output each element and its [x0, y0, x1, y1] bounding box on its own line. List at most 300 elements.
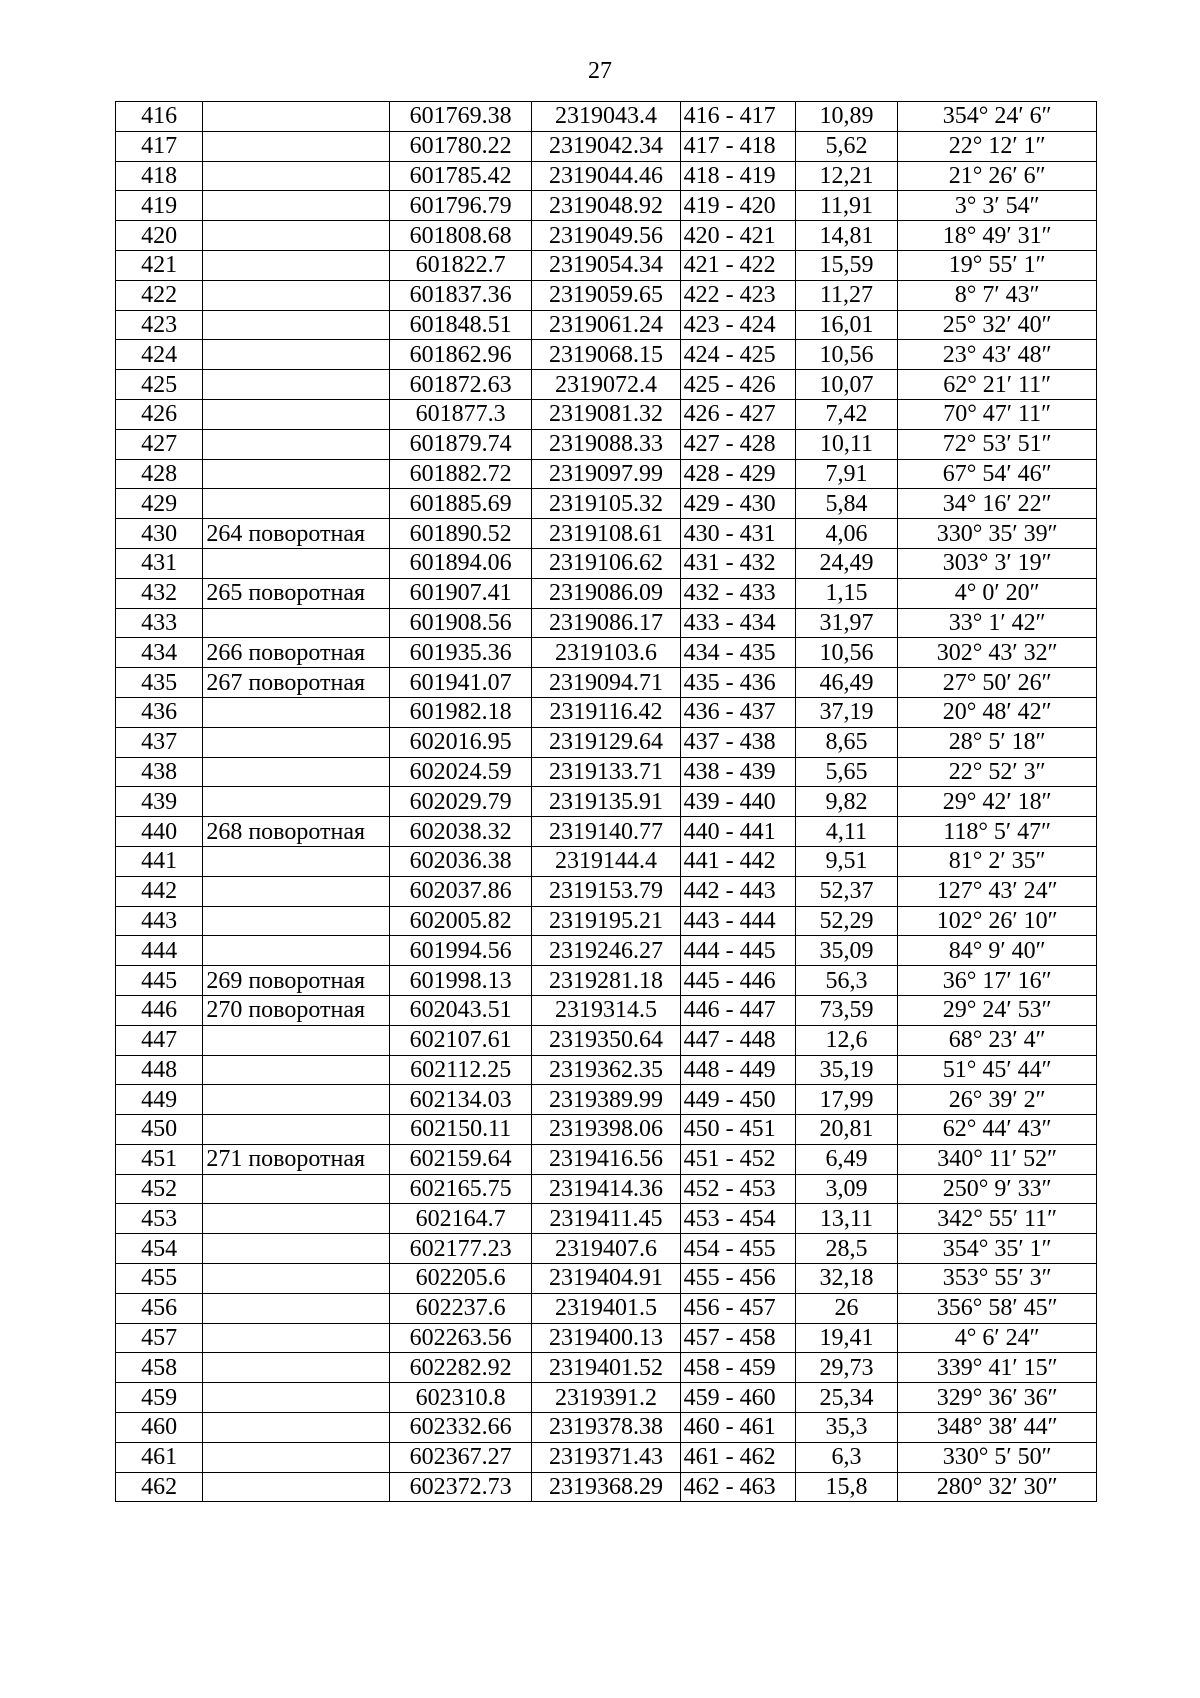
point-number-cell: 449: [116, 1085, 203, 1115]
table-row: [116, 578, 1097, 608]
x-coordinate-cell: 602036.38: [389, 846, 531, 876]
bearing-cell: 340° 11′ 52″: [898, 1144, 1097, 1174]
page-number: 27: [588, 58, 612, 84]
point-number-cell: 440: [116, 817, 203, 847]
point-number-cell: 439: [116, 787, 203, 817]
point-description-cell: [203, 1353, 390, 1383]
y-coordinate-cell: 2319153.79: [532, 876, 680, 906]
x-coordinate-cell: 602029.79: [389, 787, 531, 817]
segment-cell: 450 - 451: [680, 1115, 795, 1145]
y-coordinate-cell: 2319044.46: [532, 161, 680, 191]
length-cell: 3,09: [795, 1174, 898, 1204]
bearing-cell: 28° 5′ 18″: [898, 727, 1097, 757]
length-cell: 10,89: [795, 102, 898, 132]
point-number-cell: 461: [116, 1442, 203, 1472]
point-number-cell: 462: [116, 1472, 203, 1502]
point-description-cell: [203, 1204, 390, 1234]
length-cell: 35,09: [795, 936, 898, 966]
segment-cell: 446 - 447: [680, 995, 795, 1025]
table-row: [116, 1085, 1097, 1115]
y-coordinate-cell: 2319144.4: [532, 846, 680, 876]
table-row: [116, 608, 1097, 638]
y-coordinate-cell: 2319314.5: [532, 995, 680, 1025]
segment-cell: 447 - 448: [680, 1025, 795, 1055]
x-coordinate-cell: 601862.96: [389, 340, 531, 370]
table-row: [116, 966, 1097, 996]
point-description-cell: [203, 1085, 390, 1115]
bearing-cell: 22° 52′ 3″: [898, 757, 1097, 787]
table-row: [116, 1323, 1097, 1353]
bearing-cell: 356° 58′ 45″: [898, 1293, 1097, 1323]
bearing-cell: 67° 54′ 46″: [898, 459, 1097, 489]
point-number-cell: 438: [116, 757, 203, 787]
length-cell: 52,37: [795, 876, 898, 906]
x-coordinate-cell: 602016.95: [389, 727, 531, 757]
segment-cell: 424 - 425: [680, 340, 795, 370]
bearing-cell: 118° 5′ 47″: [898, 817, 1097, 847]
x-coordinate-cell: 602112.25: [389, 1055, 531, 1085]
point-number-cell: 417: [116, 131, 203, 161]
length-cell: 20,81: [795, 1115, 898, 1145]
point-description-cell: [203, 787, 390, 817]
x-coordinate-cell: 602150.11: [389, 1115, 531, 1145]
point-description-cell: [203, 757, 390, 787]
segment-cell: 462 - 463: [680, 1472, 795, 1502]
bearing-cell: 34° 16′ 22″: [898, 489, 1097, 519]
x-coordinate-cell: 601998.13: [389, 966, 531, 996]
y-coordinate-cell: 2319108.61: [532, 519, 680, 549]
bearing-cell: 84° 9′ 40″: [898, 936, 1097, 966]
segment-cell: 451 - 452: [680, 1144, 795, 1174]
point-description-cell: [203, 1472, 390, 1502]
bearing-cell: 342° 55′ 11″: [898, 1204, 1097, 1234]
x-coordinate-cell: 601796.79: [389, 191, 531, 221]
point-description-cell: [203, 310, 390, 340]
point-description-cell: [203, 429, 390, 459]
point-number-cell: 448: [116, 1055, 203, 1085]
point-description-cell: [203, 161, 390, 191]
x-coordinate-cell: 601808.68: [389, 221, 531, 251]
y-coordinate-cell: 2319404.91: [532, 1264, 680, 1294]
y-coordinate-cell: 2319129.64: [532, 727, 680, 757]
length-cell: 56,3: [795, 966, 898, 996]
point-number-cell: 427: [116, 429, 203, 459]
length-cell: 8,65: [795, 727, 898, 757]
segment-cell: 422 - 423: [680, 280, 795, 310]
bearing-cell: 102° 26′ 10″: [898, 906, 1097, 936]
point-description-cell: [203, 280, 390, 310]
x-coordinate-cell: 602159.64: [389, 1144, 531, 1174]
point-description-cell: [203, 1383, 390, 1413]
bearing-cell: 62° 21′ 11″: [898, 370, 1097, 400]
segment-cell: 425 - 426: [680, 370, 795, 400]
point-number-cell: 456: [116, 1293, 203, 1323]
bearing-cell: 330° 35′ 39″: [898, 519, 1097, 549]
bearing-cell: 29° 24′ 53″: [898, 995, 1097, 1025]
x-coordinate-cell: 601837.36: [389, 280, 531, 310]
length-cell: 10,07: [795, 370, 898, 400]
table-row: [116, 727, 1097, 757]
y-coordinate-cell: 2319281.18: [532, 966, 680, 996]
point-number-cell: 419: [116, 191, 203, 221]
length-cell: 31,97: [795, 608, 898, 638]
point-number-cell: 447: [116, 1025, 203, 1055]
point-description-cell: [203, 846, 390, 876]
point-number-cell: 422: [116, 280, 203, 310]
bearing-cell: 36° 17′ 16″: [898, 966, 1097, 996]
x-coordinate-cell: 601885.69: [389, 489, 531, 519]
point-number-cell: 433: [116, 608, 203, 638]
point-description-cell: [203, 1323, 390, 1353]
y-coordinate-cell: 2319088.33: [532, 429, 680, 459]
point-number-cell: 430: [116, 519, 203, 549]
y-coordinate-cell: 2319140.77: [532, 817, 680, 847]
table-row: [116, 310, 1097, 340]
bearing-cell: 4° 6′ 24″: [898, 1323, 1097, 1353]
segment-cell: 419 - 420: [680, 191, 795, 221]
table-row: [116, 787, 1097, 817]
y-coordinate-cell: 2319086.17: [532, 608, 680, 638]
bearing-cell: 19° 55′ 1″: [898, 250, 1097, 280]
segment-cell: 426 - 427: [680, 399, 795, 429]
x-coordinate-cell: 602282.92: [389, 1353, 531, 1383]
point-number-cell: 454: [116, 1234, 203, 1264]
x-coordinate-cell: 601890.52: [389, 519, 531, 549]
segment-cell: 431 - 432: [680, 548, 795, 578]
bearing-cell: 329° 36′ 36″: [898, 1383, 1097, 1413]
point-number-cell: 431: [116, 548, 203, 578]
point-description-cell: 270 поворотная: [203, 995, 390, 1025]
length-cell: 29,73: [795, 1353, 898, 1383]
segment-cell: 445 - 446: [680, 966, 795, 996]
bearing-cell: 354° 24′ 6″: [898, 102, 1097, 132]
y-coordinate-cell: 2319094.71: [532, 668, 680, 698]
table-row: [116, 548, 1097, 578]
point-number-cell: 425: [116, 370, 203, 400]
x-coordinate-cell: 602107.61: [389, 1025, 531, 1055]
point-description-cell: 268 поворотная: [203, 817, 390, 847]
segment-cell: 421 - 422: [680, 250, 795, 280]
point-number-cell: 442: [116, 876, 203, 906]
length-cell: 4,11: [795, 817, 898, 847]
table-row: [116, 1055, 1097, 1085]
point-number-cell: 457: [116, 1323, 203, 1353]
segment-cell: 440 - 441: [680, 817, 795, 847]
table-row: [116, 668, 1097, 698]
x-coordinate-cell: 602372.73: [389, 1472, 531, 1502]
x-coordinate-cell: 601785.42: [389, 161, 531, 191]
length-cell: 10,56: [795, 340, 898, 370]
point-number-cell: 423: [116, 310, 203, 340]
length-cell: 25,34: [795, 1383, 898, 1413]
length-cell: 15,59: [795, 250, 898, 280]
table-row: [116, 250, 1097, 280]
segment-cell: 420 - 421: [680, 221, 795, 251]
y-coordinate-cell: 2319072.4: [532, 370, 680, 400]
length-cell: 9,82: [795, 787, 898, 817]
x-coordinate-cell: 601769.38: [389, 102, 531, 132]
x-coordinate-cell: 602263.56: [389, 1323, 531, 1353]
point-number-cell: 428: [116, 459, 203, 489]
bearing-cell: 29° 42′ 18″: [898, 787, 1097, 817]
length-cell: 5,84: [795, 489, 898, 519]
point-number-cell: 418: [116, 161, 203, 191]
segment-cell: 441 - 442: [680, 846, 795, 876]
bearing-cell: 250° 9′ 33″: [898, 1174, 1097, 1204]
point-description-cell: [203, 459, 390, 489]
table-row: [116, 1383, 1097, 1413]
y-coordinate-cell: 2319116.42: [532, 697, 680, 727]
bearing-cell: 21° 26′ 6″: [898, 161, 1097, 191]
x-coordinate-cell: 602024.59: [389, 757, 531, 787]
point-description-cell: [203, 221, 390, 251]
x-coordinate-cell: 602205.6: [389, 1264, 531, 1294]
x-coordinate-cell: 601982.18: [389, 697, 531, 727]
point-description-cell: 264 поворотная: [203, 519, 390, 549]
point-description-cell: [203, 370, 390, 400]
length-cell: 19,41: [795, 1323, 898, 1353]
table-row: [116, 906, 1097, 936]
bearing-cell: 8° 7′ 43″: [898, 280, 1097, 310]
x-coordinate-cell: 602237.6: [389, 1293, 531, 1323]
table-row: [116, 846, 1097, 876]
y-coordinate-cell: 2319407.6: [532, 1234, 680, 1264]
table-row: [116, 370, 1097, 400]
x-coordinate-cell: 602134.03: [389, 1085, 531, 1115]
y-coordinate-cell: 2319195.21: [532, 906, 680, 936]
y-coordinate-cell: 2319059.65: [532, 280, 680, 310]
y-coordinate-cell: 2319391.2: [532, 1383, 680, 1413]
x-coordinate-cell: 601941.07: [389, 668, 531, 698]
point-description-cell: [203, 250, 390, 280]
bearing-cell: 51° 45′ 44″: [898, 1055, 1097, 1085]
x-coordinate-cell: 602165.75: [389, 1174, 531, 1204]
y-coordinate-cell: 2319061.24: [532, 310, 680, 340]
segment-cell: 429 - 430: [680, 489, 795, 519]
x-coordinate-cell: 601877.3: [389, 399, 531, 429]
point-description-cell: [203, 876, 390, 906]
point-description-cell: [203, 1293, 390, 1323]
y-coordinate-cell: 2319246.27: [532, 936, 680, 966]
x-coordinate-cell: 601879.74: [389, 429, 531, 459]
x-coordinate-cell: 602164.7: [389, 1204, 531, 1234]
segment-cell: 453 - 454: [680, 1204, 795, 1234]
bearing-cell: 23° 43′ 48″: [898, 340, 1097, 370]
segment-cell: 427 - 428: [680, 429, 795, 459]
x-coordinate-cell: 602332.66: [389, 1413, 531, 1443]
bearing-cell: 280° 32′ 30″: [898, 1472, 1097, 1502]
table-row: [116, 1025, 1097, 1055]
table-row: [116, 936, 1097, 966]
segment-cell: 437 - 438: [680, 727, 795, 757]
point-number-cell: 445: [116, 966, 203, 996]
point-number-cell: 435: [116, 668, 203, 698]
point-number-cell: 436: [116, 697, 203, 727]
segment-cell: 458 - 459: [680, 1353, 795, 1383]
point-description-cell: 267 поворотная: [203, 668, 390, 698]
point-description-cell: [203, 1174, 390, 1204]
table-row: [116, 1234, 1097, 1264]
table-row: [116, 399, 1097, 429]
length-cell: 5,62: [795, 131, 898, 161]
y-coordinate-cell: 2319068.15: [532, 340, 680, 370]
segment-cell: 443 - 444: [680, 906, 795, 936]
x-coordinate-cell: 601848.51: [389, 310, 531, 340]
coordinates-table: [115, 101, 1097, 1502]
table-row: [116, 131, 1097, 161]
table-row: [116, 489, 1097, 519]
length-cell: 9,51: [795, 846, 898, 876]
segment-cell: 442 - 443: [680, 876, 795, 906]
point-description-cell: [203, 131, 390, 161]
y-coordinate-cell: 2319105.32: [532, 489, 680, 519]
point-description-cell: 265 поворотная: [203, 578, 390, 608]
bearing-cell: 354° 35′ 1″: [898, 1234, 1097, 1264]
bearing-cell: 127° 43′ 24″: [898, 876, 1097, 906]
point-description-cell: [203, 1413, 390, 1443]
point-description-cell: 266 поворотная: [203, 638, 390, 668]
segment-cell: 461 - 462: [680, 1442, 795, 1472]
bearing-cell: 72° 53′ 51″: [898, 429, 1097, 459]
segment-cell: 428 - 429: [680, 459, 795, 489]
point-number-cell: 460: [116, 1413, 203, 1443]
y-coordinate-cell: 2319371.43: [532, 1442, 680, 1472]
point-number-cell: 458: [116, 1353, 203, 1383]
length-cell: 1,15: [795, 578, 898, 608]
y-coordinate-cell: 2319411.45: [532, 1204, 680, 1234]
table-row: [116, 995, 1097, 1025]
y-coordinate-cell: 2319401.5: [532, 1293, 680, 1323]
table-row: [116, 340, 1097, 370]
length-cell: 12,21: [795, 161, 898, 191]
length-cell: 46,49: [795, 668, 898, 698]
point-number-cell: 437: [116, 727, 203, 757]
bearing-cell: 339° 41′ 15″: [898, 1353, 1097, 1383]
bearing-cell: 302° 43′ 32″: [898, 638, 1097, 668]
bearing-cell: 25° 32′ 40″: [898, 310, 1097, 340]
bearing-cell: 33° 1′ 42″: [898, 608, 1097, 638]
segment-cell: 416 - 417: [680, 102, 795, 132]
point-number-cell: 452: [116, 1174, 203, 1204]
y-coordinate-cell: 2319398.06: [532, 1115, 680, 1145]
length-cell: 6,49: [795, 1144, 898, 1174]
point-number-cell: 451: [116, 1144, 203, 1174]
segment-cell: 460 - 461: [680, 1413, 795, 1443]
point-number-cell: 416: [116, 102, 203, 132]
length-cell: 6,3: [795, 1442, 898, 1472]
y-coordinate-cell: 2319378.38: [532, 1413, 680, 1443]
bearing-cell: 353° 55′ 3″: [898, 1264, 1097, 1294]
bearing-cell: 4° 0′ 20″: [898, 578, 1097, 608]
point-number-cell: 455: [116, 1264, 203, 1294]
point-description-cell: [203, 1264, 390, 1294]
point-number-cell: 424: [116, 340, 203, 370]
segment-cell: 417 - 418: [680, 131, 795, 161]
segment-cell: 456 - 457: [680, 1293, 795, 1323]
point-description-cell: [203, 608, 390, 638]
point-description-cell: [203, 1025, 390, 1055]
table-row: [116, 1264, 1097, 1294]
length-cell: 26: [795, 1293, 898, 1323]
table-row: [116, 1413, 1097, 1443]
y-coordinate-cell: 2319048.92: [532, 191, 680, 221]
point-description-cell: 269 поворотная: [203, 966, 390, 996]
x-coordinate-cell: 602038.32: [389, 817, 531, 847]
table-row: [116, 1174, 1097, 1204]
table-body: [116, 102, 1097, 1502]
segment-cell: 438 - 439: [680, 757, 795, 787]
length-cell: 52,29: [795, 906, 898, 936]
point-description-cell: [203, 489, 390, 519]
x-coordinate-cell: 601994.56: [389, 936, 531, 966]
table-row: [116, 1204, 1097, 1234]
table-row: [116, 161, 1097, 191]
bearing-cell: 20° 48′ 42″: [898, 697, 1097, 727]
segment-cell: 454 - 455: [680, 1234, 795, 1264]
table-row: [116, 757, 1097, 787]
bearing-cell: 3° 3′ 54″: [898, 191, 1097, 221]
table-row: [116, 638, 1097, 668]
point-number-cell: 446: [116, 995, 203, 1025]
y-coordinate-cell: 2319097.99: [532, 459, 680, 489]
segment-cell: 423 - 424: [680, 310, 795, 340]
x-coordinate-cell: 601822.7: [389, 250, 531, 280]
length-cell: 5,65: [795, 757, 898, 787]
y-coordinate-cell: 2319103.6: [532, 638, 680, 668]
y-coordinate-cell: 2319042.34: [532, 131, 680, 161]
y-coordinate-cell: 2319362.35: [532, 1055, 680, 1085]
point-number-cell: 444: [116, 936, 203, 966]
x-coordinate-cell: 601882.72: [389, 459, 531, 489]
y-coordinate-cell: 2319350.64: [532, 1025, 680, 1055]
point-description-cell: [203, 1055, 390, 1085]
segment-cell: 439 - 440: [680, 787, 795, 817]
length-cell: 32,18: [795, 1264, 898, 1294]
point-number-cell: 429: [116, 489, 203, 519]
point-description-cell: [203, 1115, 390, 1145]
segment-cell: 455 - 456: [680, 1264, 795, 1294]
x-coordinate-cell: 601780.22: [389, 131, 531, 161]
x-coordinate-cell: 602367.27: [389, 1442, 531, 1472]
table-row: [116, 191, 1097, 221]
y-coordinate-cell: 2319133.71: [532, 757, 680, 787]
length-cell: 17,99: [795, 1085, 898, 1115]
y-coordinate-cell: 2319081.32: [532, 399, 680, 429]
x-coordinate-cell: 601894.06: [389, 548, 531, 578]
segment-cell: 436 - 437: [680, 697, 795, 727]
bearing-cell: 18° 49′ 31″: [898, 221, 1097, 251]
segment-cell: 459 - 460: [680, 1383, 795, 1413]
x-coordinate-cell: 601908.56: [389, 608, 531, 638]
point-description-cell: [203, 102, 390, 132]
point-description-cell: [203, 1234, 390, 1264]
segment-cell: 418 - 419: [680, 161, 795, 191]
length-cell: 14,81: [795, 221, 898, 251]
length-cell: 35,3: [795, 1413, 898, 1443]
point-number-cell: 434: [116, 638, 203, 668]
table-row: [116, 1115, 1097, 1145]
length-cell: 73,59: [795, 995, 898, 1025]
length-cell: 13,11: [795, 1204, 898, 1234]
x-coordinate-cell: 601907.41: [389, 578, 531, 608]
table-row: [116, 102, 1097, 132]
point-number-cell: 426: [116, 399, 203, 429]
y-coordinate-cell: 2319086.09: [532, 578, 680, 608]
length-cell: 37,19: [795, 697, 898, 727]
segment-cell: 449 - 450: [680, 1085, 795, 1115]
length-cell: 12,6: [795, 1025, 898, 1055]
length-cell: 24,49: [795, 548, 898, 578]
